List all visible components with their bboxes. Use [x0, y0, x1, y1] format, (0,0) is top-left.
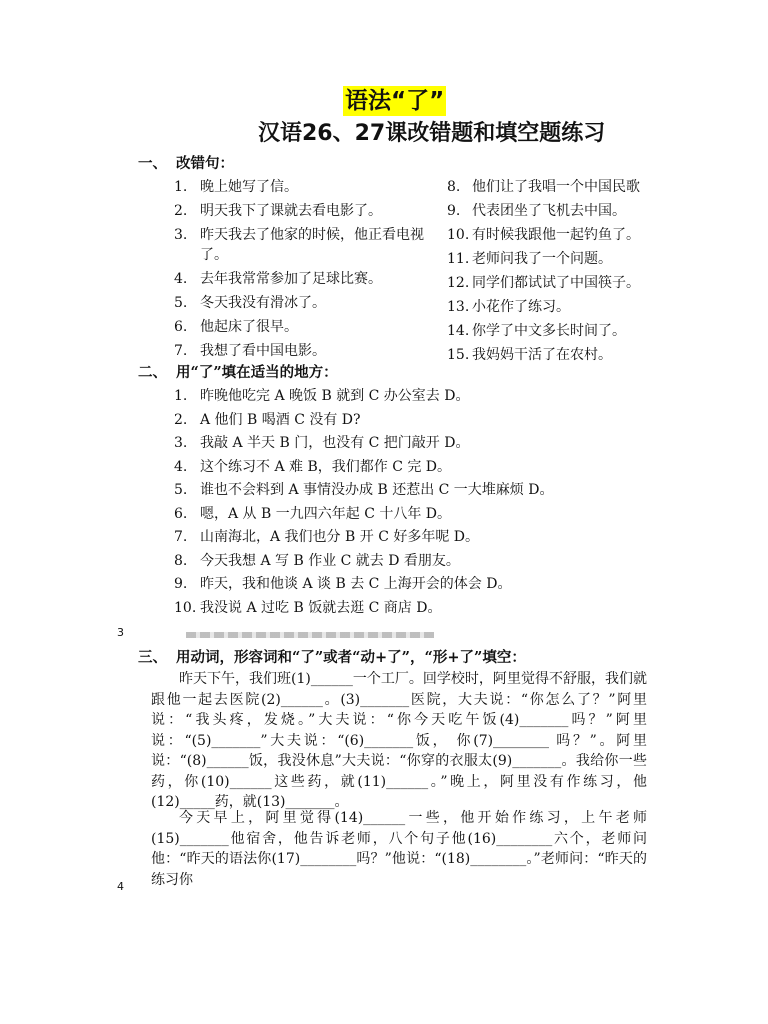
- section-1-heading: [138, 154, 234, 174]
- worksheet-subtitle: 汉语26、27课改错题和填空题练习: [258, 121, 606, 146]
- section-number: 一、: [138, 155, 167, 172]
- correction-list-left: [174, 177, 436, 365]
- item-text: 有时候我跟他一起钓鱼了。: [472, 227, 640, 243]
- list-item: [174, 410, 654, 430]
- section-number: 二、: [138, 364, 167, 381]
- item-number: 3.: [174, 227, 188, 243]
- item-number: 8.: [447, 179, 461, 195]
- item-number: 14.: [447, 323, 470, 339]
- passage-paragraph-1: 昨天下午，我们班(1)______一个工厂。回学校时，阿里觉得不舒服，我们就跟他一起去医院(2)______。(3)_______医院，大夫说：“你怎么了？”阿里说：“我头疼，发烧。”大夫说：“你今天吃午饭(4)_______吗？”阿里说：“(5)_______”大夫说：“(6)_______饭， 你(7)________ 吗？”。阿里说：“(8)______饭，我没休息”大夫说：“你穿的衣服太(9)_______。我给你一些药，你(10)______这些药，就(11)______。”晚上，阿里没有作练习，他(12)_____药，就(13)_______。: [151, 671, 647, 810]
- item-text: 今天我想 A 写 B 作业 C 就去 D 看朋友。: [200, 552, 460, 569]
- worksheet-title: 语法“了”: [345, 88, 445, 114]
- list-item: [174, 293, 436, 313]
- item-text: 晚上她写了信。: [200, 179, 298, 195]
- item-number: 1.: [174, 179, 188, 195]
- item-text: 我敲 A 半天 B 门，也没有 C 把门敲开 D。: [200, 435, 470, 451]
- item-text: 冬天我没有滑冰了。: [200, 295, 326, 311]
- list-item: [174, 504, 654, 524]
- item-text: 同学们都试试了中国筷子。: [472, 275, 640, 291]
- list-item: [447, 345, 657, 365]
- list-item: [174, 480, 654, 500]
- item-number: 10.: [447, 227, 470, 243]
- section-title: 用“了”填在适当的地方：: [176, 364, 338, 381]
- item-text: 昨晚他吃完 A 晚饭 B 就到 C 办公室去 D。: [200, 388, 470, 404]
- list-item: [174, 527, 654, 547]
- item-text: 小花作了练习。: [472, 299, 570, 315]
- item-text: 他们让了我唱一个中国民歌: [472, 179, 640, 195]
- item-number: 4.: [174, 458, 188, 475]
- item-number: 1.: [174, 388, 188, 404]
- list-item: [174, 574, 654, 594]
- item-number: 9.: [447, 203, 461, 219]
- list-item: [174, 386, 654, 406]
- item-number: 5.: [174, 482, 188, 498]
- item-number: 9.: [174, 576, 188, 592]
- list-item: [174, 269, 436, 289]
- item-text: 去年我常常参加了足球比赛。: [200, 271, 382, 287]
- page-number: 4: [117, 880, 124, 893]
- item-number: 6.: [174, 505, 188, 522]
- item-number: 8.: [174, 552, 188, 569]
- list-item: [447, 201, 657, 221]
- item-number: 2.: [174, 411, 188, 428]
- list-item: [447, 225, 657, 245]
- item-text: 谁也不会料到 A 事情没办成 B 还惹出 C 一大堆麻烦 D。: [200, 482, 554, 498]
- item-text: 昨天，我和他谈 A 谈 B 去 C 上海开会的体会 D。: [200, 576, 512, 592]
- section-2-heading: [138, 363, 338, 383]
- list-item: [174, 317, 436, 337]
- list-item: [447, 177, 657, 197]
- item-number: 5.: [174, 295, 188, 311]
- list-item: [174, 551, 654, 571]
- item-number: 13.: [447, 299, 470, 315]
- item-text: 明天我下了课就去看电影了。: [200, 203, 382, 219]
- item-number: 4.: [174, 271, 188, 287]
- item-text: 山南海北，A 我们也分 B 开 C 好多年呢 D。: [200, 529, 480, 545]
- list-item: [447, 249, 657, 269]
- item-number: 3.: [174, 435, 188, 451]
- item-text: 这个练习不 A 难 B，我们都作 C 完 D。: [200, 458, 452, 475]
- section-title: 改错句：: [176, 155, 234, 172]
- list-item: [174, 457, 654, 477]
- item-text: 你学了中文多长时间了。: [472, 323, 626, 339]
- list-item: [174, 177, 436, 197]
- passage-paragraph-2: 今天早上，阿里觉得(14)______一些，他开始作练习，上午老师(15)_______他宿舍，他告诉老师，八个句子他(16)________六个，老师问他：“昨天的语法你(17)________吗？”他说：“(18)________。”老师问：“昨天的练习你: [151, 810, 647, 888]
- item-text: 老师问我了一个问题。: [472, 251, 612, 267]
- section-number: 三、: [138, 649, 167, 666]
- list-item: [174, 433, 654, 453]
- list-item: [447, 297, 657, 317]
- list-item: [447, 273, 657, 293]
- section-title: 用动词，形容词和“了”或者“动+了”，“形+了”填空：: [176, 649, 526, 666]
- item-number: 7.: [174, 343, 188, 359]
- item-number: 15.: [447, 347, 470, 363]
- item-number: 2.: [174, 203, 188, 219]
- item-text: A 他们 B 喝酒 C 没有 D?: [200, 411, 361, 428]
- item-number: 6.: [174, 319, 188, 335]
- list-item: [447, 321, 657, 341]
- item-text: 昨天我去了他家的时候，他正看电视了。: [200, 227, 424, 263]
- item-number: 7.: [174, 529, 188, 545]
- page-break-divider: [186, 632, 434, 638]
- item-number: 10.: [174, 599, 197, 616]
- item-number: 12.: [447, 275, 470, 291]
- item-text: 我想了看中国电影。: [200, 343, 326, 359]
- item-text: 嗯，A 从 B 一九四六年起 C 十八年 D。: [200, 505, 452, 522]
- item-text: 代表团坐了飞机去中国。: [472, 203, 626, 219]
- list-item: [174, 201, 436, 221]
- item-number: 11.: [447, 251, 470, 267]
- item-text: 他起床了很早。: [200, 319, 298, 335]
- fill-in-list: [174, 386, 654, 621]
- list-item: [174, 598, 654, 618]
- list-item: [174, 341, 436, 361]
- item-text: 我没说 A 过吃 B 饭就去逛 C 商店 D。: [200, 599, 442, 616]
- page-number: 3: [117, 626, 124, 639]
- section-3-heading: [138, 648, 526, 668]
- item-text: 我妈妈干活了在农村。: [472, 347, 612, 363]
- correction-list-right: [447, 177, 657, 369]
- list-item: [174, 225, 436, 265]
